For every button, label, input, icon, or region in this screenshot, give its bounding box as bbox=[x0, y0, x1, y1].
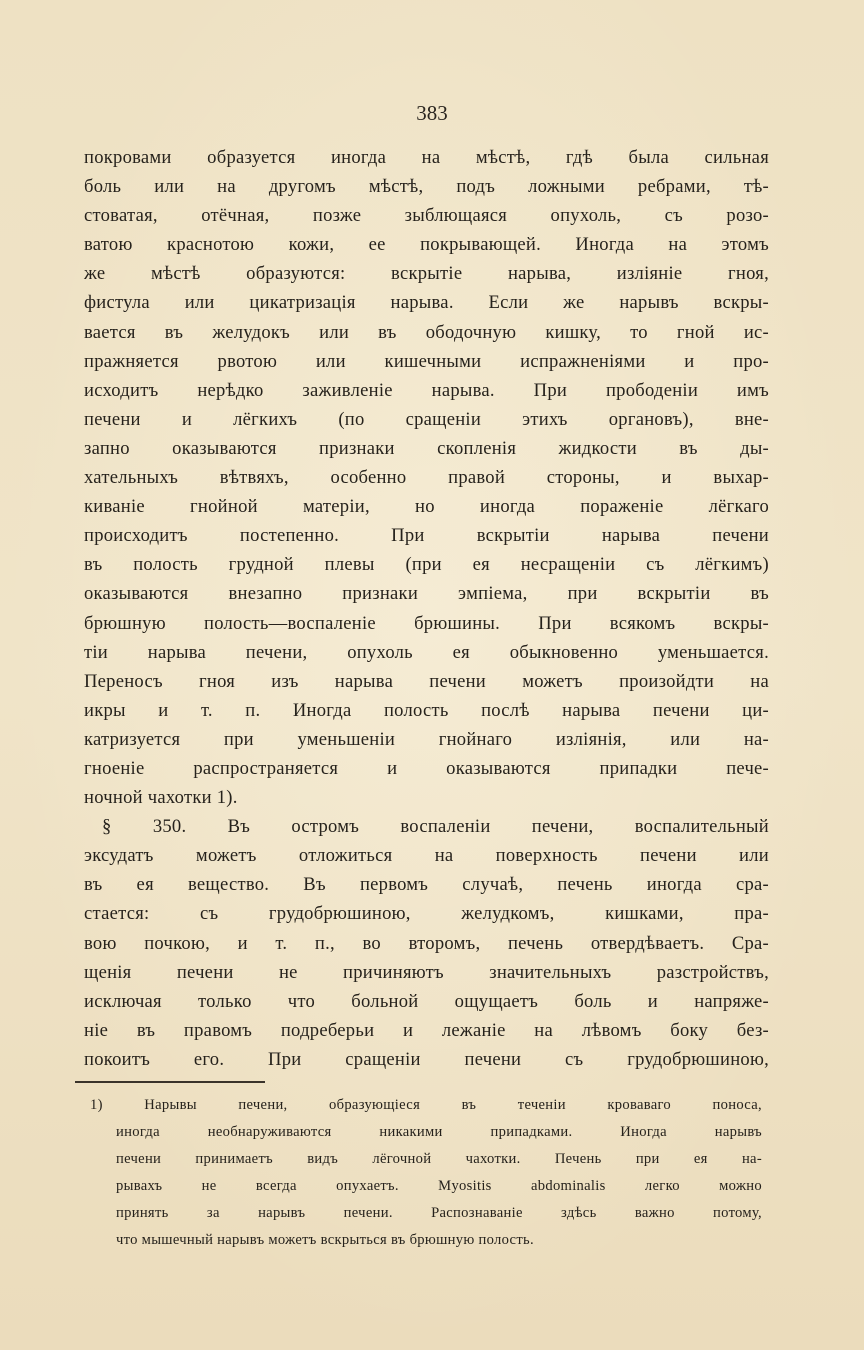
footnote-line: 1) Нарывы печени, образующіеся въ теченіи кроваваго поноса, bbox=[90, 1097, 762, 1113]
body-line: брюшную полость—воспаленіе брюшины. При всякомъ вскры- bbox=[84, 612, 769, 634]
footnote bbox=[90, 1092, 762, 1254]
footnote-line: что мышечный нарывъ можетъ вскрыться въ брюшную полость. bbox=[116, 1232, 534, 1248]
body-line: киваніе гнойной матеріи, но иногда пораженіе лёгкаго bbox=[84, 496, 769, 518]
body-line: вою почкою, и т. п., во второмъ, печень отвердѣваетъ. Сра- bbox=[84, 932, 769, 954]
body-line: исходитъ нерѣдко заживленіе нарыва. При прободеніи имъ bbox=[84, 379, 769, 401]
body-line: боль или на другомъ мѣстѣ, подъ ложными ребрами, тѣ- bbox=[84, 176, 769, 198]
body-line: пражняется рвотою или кишечными испражненіями и про- bbox=[84, 350, 769, 372]
body-line: запно оказываются признаки скопленія жидкости въ ды- bbox=[84, 437, 769, 459]
footnote-line: рывахъ не всегда опухаетъ. Myositis abdominalis легко можно bbox=[116, 1178, 762, 1194]
body-line: исключая только что больной ощущаетъ боль и напряже- bbox=[84, 990, 769, 1012]
footnote-separator bbox=[75, 1081, 265, 1083]
body-line: тіи нарыва печени, опухоль ея обыкновенно уменьшается. bbox=[84, 641, 769, 663]
body-line: катризуется при уменьшеніи гнойнаго изліянія, или на- bbox=[84, 728, 769, 750]
body-line: эксудатъ можетъ отложиться на поверхность печени или bbox=[84, 845, 769, 867]
body-line: Переносъ гноя изъ нарыва печени можетъ произойдти на bbox=[84, 670, 769, 692]
body-line: печени и лёгкихъ (по сращеніи этихъ органовъ), вне- bbox=[84, 408, 769, 430]
body-line: покровами образуется иногда на мѣстѣ, гдѣ была сильная bbox=[84, 147, 769, 168]
body-line: стоватая, отёчная, позже зыблющаяся опухоль, съ розо- bbox=[84, 205, 769, 227]
body-line: стается: съ грудобрюшиною, желудкомъ, кишками, пра- bbox=[84, 903, 769, 925]
body-line: происходитъ постепенно. При вскрытіи нарыва печени bbox=[84, 525, 769, 547]
body-line: ватою краснотою кожи, ее покрывающей. Иногда на этомъ bbox=[84, 234, 769, 256]
body-line: ніе въ правомъ подреберьи и лежаніе на лѣвомъ боку без- bbox=[84, 1019, 769, 1041]
body-line: въ полость грудной плевы (при ея несращеніи съ лёгкимъ) bbox=[84, 554, 769, 576]
body-text bbox=[84, 143, 769, 1074]
footnote-line: принять за нарывъ печени. Распознаваніе здѣсь важно потому, bbox=[116, 1205, 762, 1221]
section-heading-line: § 350. Въ остромъ воспаленіи печени, воспалительный bbox=[102, 816, 769, 838]
page-number: 383 bbox=[416, 101, 448, 125]
body-line: покоитъ его. При сращеніи печени съ грудобрюшиною, bbox=[84, 1048, 769, 1070]
body-line: хательныхъ вѣтвяхъ, особенно правой стороны, и выхар- bbox=[84, 467, 769, 489]
body-line: оказываются внезапно признаки эмпіема, при вскрытіи въ bbox=[84, 583, 769, 605]
body-line: вается въ желудокъ или въ ободочную кишку, то гной ис- bbox=[84, 321, 769, 343]
body-line: же мѣстѣ образуются: вскрытіе нарыва, изліяніе гноя, bbox=[84, 263, 769, 285]
footnote-line: иногда необнаруживаются никакими припадками. Иногда нарывъ bbox=[116, 1124, 762, 1140]
body-line: гноеніе распространяется и оказываются припадки пече- bbox=[84, 757, 769, 779]
body-line: фистула или цикатризація нарыва. Если же нарывъ вскры- bbox=[84, 292, 769, 314]
body-line: щенія печени не причиняютъ значительныхъ разстройствъ, bbox=[84, 961, 769, 983]
body-line: въ ея вещество. Въ первомъ случаѣ, печень иногда сра- bbox=[84, 874, 769, 896]
footnote-line: печени принимаетъ видъ лёгочной чахотки. Печень при ея на- bbox=[116, 1151, 762, 1167]
body-line: икры и т. п. Иногда полость послѣ нарыва печени ци- bbox=[84, 699, 769, 721]
body-line: ночной чахотки 1). bbox=[84, 787, 238, 809]
